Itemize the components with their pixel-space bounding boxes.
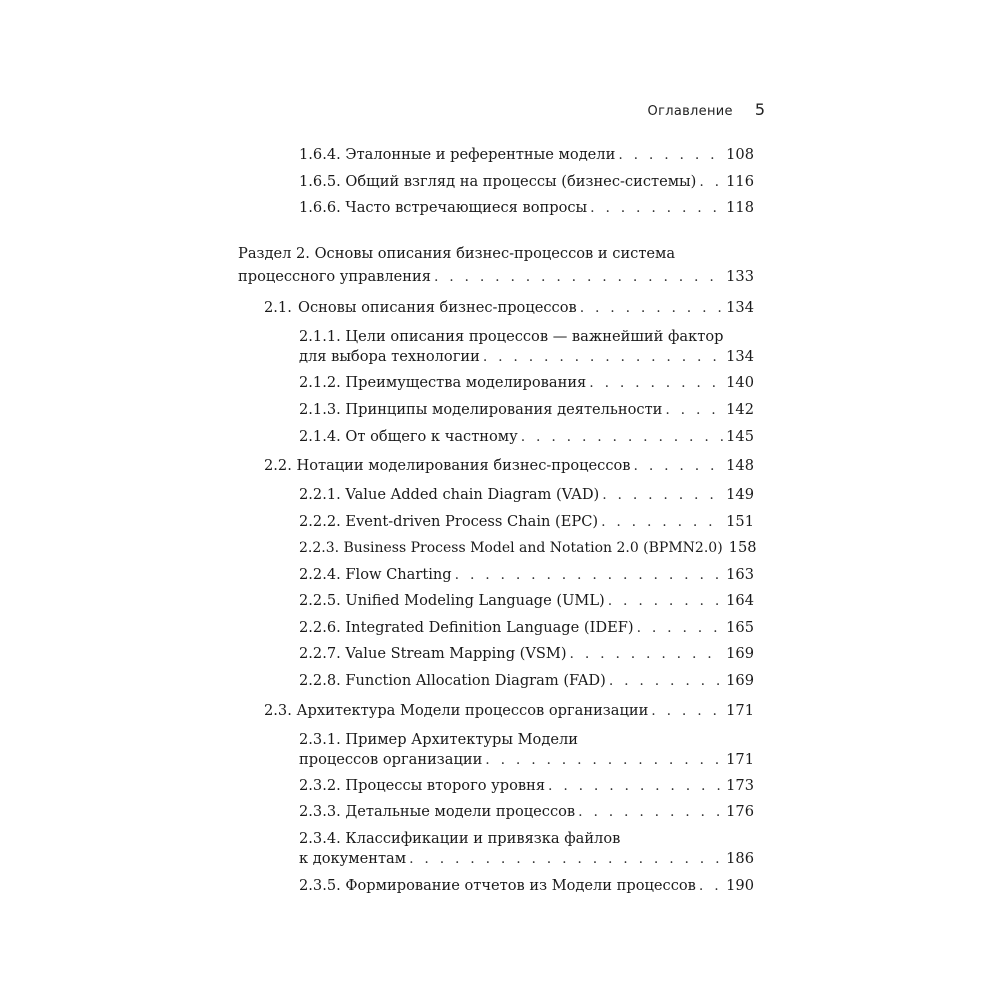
- toc-entry-page: 164: [726, 592, 754, 609]
- toc-entry-2-3-2[interactable]: [299, 776, 754, 796]
- dot-leader: [637, 618, 724, 638]
- toc-entry-title: 2.2.2. Event-driven Process Chain (EPC): [299, 513, 599, 530]
- toc-entry-title-cont: процессного управления: [238, 268, 431, 285]
- toc-section-2-3[interactable]: [264, 701, 754, 721]
- toc-entry-title: 2.2.6. Integrated Definition Language (IDEF): [299, 619, 634, 636]
- dot-leader: [521, 427, 723, 447]
- toc-entry-1-6-4[interactable]: [299, 145, 754, 165]
- toc-entry-title: 2.2.4. Flow Charting: [299, 566, 452, 583]
- dot-leader: [455, 565, 724, 585]
- toc-entry-2-2-5[interactable]: [299, 591, 754, 611]
- toc-entry-page: 116: [726, 173, 754, 190]
- dot-leader: [634, 456, 724, 476]
- toc-entry-title: 2.2.3. Business Process Model and Notation 2.0 (BPMN2.0): [299, 540, 723, 556]
- toc-entry-title: 2.1.4. От общего к частному: [299, 428, 518, 445]
- toc-entry-page: 133: [726, 268, 754, 285]
- toc-entry-title: 1.6.6. Часто встречающиеся вопросы: [299, 199, 588, 216]
- toc-entry-2-2-4[interactable]: [299, 565, 754, 585]
- toc-entry-title-cont: к документам: [299, 850, 407, 867]
- toc-entry-title: 2.2.1. Value Added chain Diagram (VAD): [299, 486, 600, 503]
- toc-entry-page: 171: [726, 702, 754, 719]
- toc-entry-title: 2.3.3. Детальные модели процессов: [299, 803, 576, 820]
- dot-leader: [608, 591, 723, 611]
- toc-entry-2-2-1[interactable]: [299, 485, 754, 505]
- toc-entry-title: 1.6.4. Эталонные и референтные модели: [299, 146, 616, 163]
- toc-entry-page: 158: [728, 539, 757, 556]
- toc-entry-title: 2.2. Нотации моделирования бизнес-процессов: [264, 457, 631, 474]
- toc-entry-title: 2.1.3. Принципы моделирования деятельности: [299, 401, 663, 418]
- toc-entry-2-2-3[interactable]: [299, 538, 757, 558]
- dot-leader: [483, 347, 723, 367]
- toc-entry-2-3-3[interactable]: [299, 802, 754, 822]
- toc-entry-title-cont: процессов организации: [299, 751, 483, 768]
- toc-entry-title: 2.2.8. Function Allocation Diagram (FAD): [299, 672, 606, 689]
- dot-leader: [434, 267, 723, 287]
- toc-entry-page: 108: [726, 146, 754, 163]
- toc-entry-2-3-4[interactable]: [299, 829, 754, 869]
- dot-leader: [485, 750, 723, 770]
- toc-entry-page: 190: [726, 877, 754, 894]
- toc-section-2-2[interactable]: [264, 456, 754, 476]
- toc-entry-2-1-3[interactable]: [299, 400, 754, 420]
- toc-entry-page: 186: [726, 850, 754, 867]
- dot-leader: [665, 400, 723, 420]
- dot-leader: [602, 485, 723, 505]
- toc-entry-title: 2.2.5. Unified Modeling Language (UML): [299, 592, 605, 609]
- toc-entry-page: 134: [726, 348, 754, 365]
- dot-leader: [699, 172, 723, 192]
- toc-entry-2-1-1[interactable]: [299, 327, 754, 367]
- toc-entry-page: 148: [726, 457, 754, 474]
- dot-leader: [699, 876, 723, 896]
- toc-entry-2-2-6[interactable]: [299, 618, 754, 638]
- toc-entry-2-3-5[interactable]: [299, 876, 754, 896]
- toc-entry-1-6-5[interactable]: [299, 172, 754, 192]
- toc-entry-page: 169: [726, 645, 754, 662]
- dot-leader: [590, 198, 723, 218]
- toc-entry-page: 169: [726, 672, 754, 689]
- dot-leader: [601, 512, 723, 532]
- dot-leader: [548, 776, 723, 796]
- toc-entry-title: 2.3.2. Процессы второго уровня: [299, 777, 546, 794]
- toc-entry-page: 142: [726, 401, 754, 418]
- toc-entry-page: 151: [726, 513, 754, 530]
- toc-entry-page: 171: [726, 751, 754, 768]
- toc-entry-title: 2.3.5. Формирование отчетов из Модели процессов: [299, 877, 696, 894]
- dot-leader: [609, 671, 723, 691]
- dot-leader: [578, 802, 723, 822]
- toc-entry-title: 2.2.7. Value Stream Mapping (VSM): [299, 645, 567, 662]
- toc-entry-title-cont: для выбора технологии: [299, 348, 480, 365]
- toc-entry-page: 163: [726, 566, 754, 583]
- running-header: [620, 100, 765, 122]
- toc-entry-2-2-2[interactable]: [299, 512, 754, 532]
- toc-entry-title: 2.3. Архитектура Модели процессов организации: [264, 702, 649, 719]
- toc-entry-2-1-2[interactable]: [299, 373, 754, 393]
- page-number: 5: [754, 100, 765, 119]
- toc-entry-page: 134: [726, 299, 754, 316]
- toc-section-2-1[interactable]: [264, 298, 754, 318]
- toc-entry-page: 149: [726, 486, 754, 503]
- toc-entry-page: 140: [726, 374, 754, 391]
- toc-entry-2-2-7[interactable]: [299, 644, 754, 664]
- toc-entry-page: 176: [726, 803, 754, 820]
- dot-leader: [651, 701, 723, 721]
- toc-entry-title: Основы описания бизнес-процессов: [298, 299, 577, 316]
- dot-leader: [570, 644, 724, 664]
- toc-entry-page: 145: [726, 428, 754, 445]
- toc-part-2[interactable]: [238, 244, 754, 287]
- toc-entry-page: 165: [726, 619, 754, 636]
- toc-entry-title: 2.3.4. Классификации и привязка файлов: [299, 830, 621, 847]
- running-header-title: Оглавление: [647, 104, 733, 119]
- toc-section-number: 2.1.: [264, 299, 292, 316]
- dot-leader: [589, 373, 723, 393]
- toc-entry-title: 2.1.2. Преимущества моделирования: [299, 374, 587, 391]
- toc-entry-title: 1.6.5. Общий взгляд на процессы (бизнес-системы): [299, 173, 697, 190]
- toc-entry-1-6-6[interactable]: [299, 198, 754, 218]
- toc-entry-2-1-4[interactable]: [299, 427, 754, 447]
- toc-entry-title: 2.3.1. Пример Архитектуры Модели: [299, 731, 578, 748]
- toc-entry-page: 118: [726, 199, 754, 216]
- toc-entry-2-3-1[interactable]: [299, 730, 754, 770]
- toc-entry-title: Раздел 2. Основы описания бизнес-процессов и система: [238, 245, 676, 262]
- dot-leader: [580, 298, 723, 318]
- toc-entry-page: 173: [726, 777, 754, 794]
- toc-entry-2-2-8[interactable]: [299, 671, 754, 691]
- dot-leader: [409, 849, 723, 869]
- toc-entry-title: 2.1.1. Цели описания процессов — важнейший фактор: [299, 328, 724, 345]
- dot-leader: [618, 145, 723, 165]
